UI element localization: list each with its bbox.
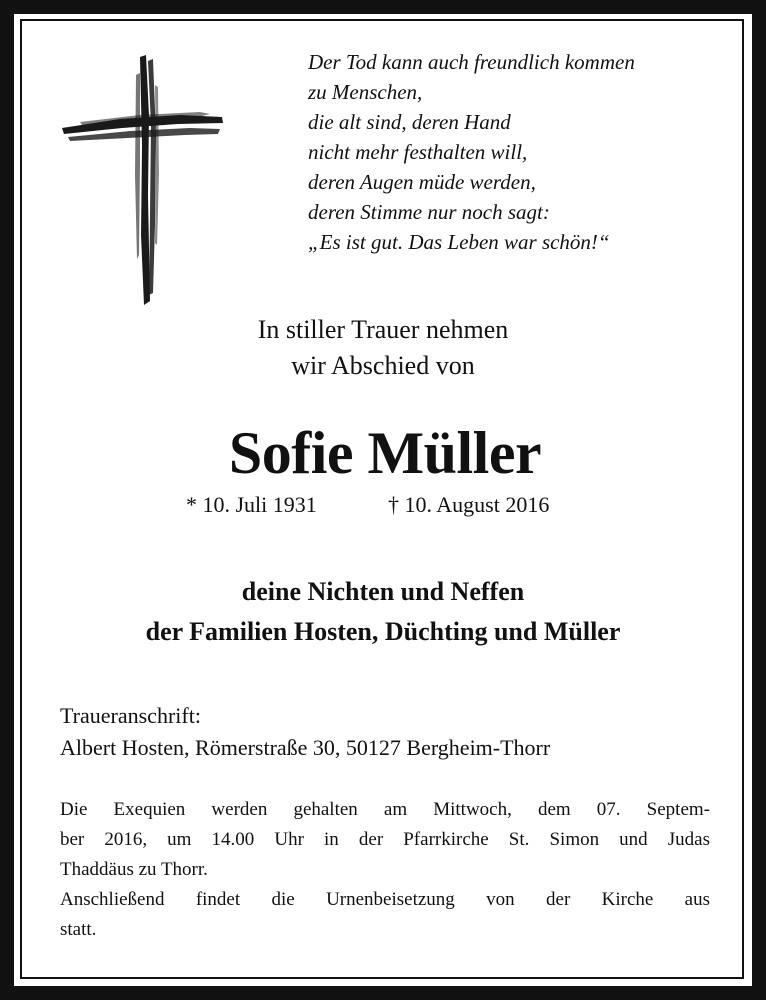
service-line: Thaddäus zu Thorr.	[60, 859, 208, 880]
service-line: Die Exequien werden gehalten am Mittwoch, dem 07. Septem-	[60, 799, 710, 820]
life-dates	[0, 490, 766, 524]
service-line: statt.	[60, 919, 97, 940]
poem-line: nicht mehr festhalten will,	[308, 140, 528, 164]
poem-line: deren Stimme nur noch sagt:	[308, 200, 550, 224]
mourners-line-2: der Familien Hosten, Düchting und Müller	[145, 617, 621, 646]
service-line: ber 2016, um 14.00 Uhr in der Pfarrkirche St. Simon und Judas	[60, 829, 710, 850]
poem-line: Der Tod kann auch freundlich kommen	[308, 50, 635, 74]
brush-cross-icon	[60, 55, 225, 305]
service-info	[60, 795, 710, 945]
poem	[308, 47, 748, 257]
address-label: Traueranschrift:	[60, 703, 201, 728]
intro-line-1: In stiller Trauer nehmen	[257, 315, 509, 344]
poem-line: zu Menschen,	[308, 80, 423, 104]
intro-line-2: wir Abschied von	[291, 351, 475, 380]
poem-line: „Es ist gut. Das Leben war schön!“	[308, 230, 610, 254]
deceased-name: Sofie Müller	[228, 420, 542, 486]
poem-line: deren Augen müde werden,	[308, 170, 536, 194]
mourning-address	[60, 700, 720, 764]
poem-line: die alt sind, deren Hand	[308, 110, 511, 134]
intro-text	[0, 312, 766, 384]
service-line: Anschließend findet die Urnenbeisetzung von der Kirche aus	[60, 889, 710, 910]
birth-date: * 10. Juli 1931	[186, 492, 317, 517]
mourners-line-1: deine Nichten und Neffen	[241, 577, 525, 606]
death-date: † 10. August 2016	[388, 492, 550, 517]
address-value: Albert Hosten, Römerstraße 30, 50127 Bergheim-Thorr	[60, 735, 551, 760]
mourners	[0, 572, 766, 652]
